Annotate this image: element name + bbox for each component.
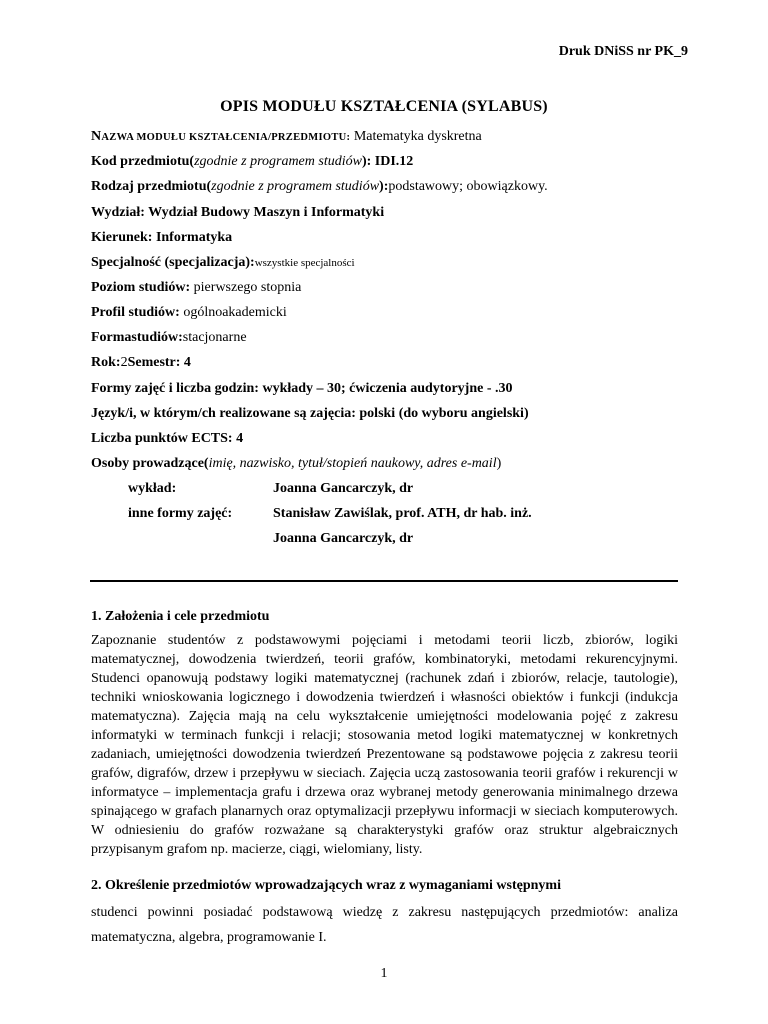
other-forms-teacher-2: Joanna Gancarczyk, dr: [273, 531, 414, 546]
study-level-line: Poziom studiów: pierwszego stopnia: [91, 280, 302, 295]
course-type-value: podstawowy; obowiązkowy.: [388, 179, 548, 194]
document-id: Druk DNiSS nr PK_9: [558, 44, 688, 59]
study-form-line: Formastudiów:stacjonarne: [91, 330, 247, 345]
course-code-value: IDI.12: [374, 154, 414, 169]
section-1-heading: 1. Założenia i cele przedmiotu: [91, 609, 270, 624]
course-type-line: Rodzaj przedmiotu(zgodnie z programem studiów):podstawowy; obowiązkowy.: [91, 179, 548, 194]
section-1-body: Zapoznanie studentów z podstawowymi pojęciami i metodami teorii liczb, zbiorów, logiki matematycznej, dowodzenia twierdzeń, teorii grafów, kombinatoryki, metodami rekurencyjnymi. Studenci opanowują podstawy logiki matematycznej (rachunek zdań i zbiorów, relacje, tautologie), techniki wnioskowania logicznego i dowodzenia twierdzeń i własności obiektów i funkcji (indukcja matematyczna). Zajęcia mają na celu wykształcenie umiejętności modelowania pojęć z zakresu informatyki w terminach funkcji i relacji; stosowania metod logiki matematycznej w konkretnych zadaniach, umiejętności dowodzenia twierdzeń Prezentowane są podstawowe pojęcia z zakresu teorii grafów, digrafów, drzew i przepływu w sieciach. Zajęcia uczą zastosowania teorii grafów i rekurencji w informatyce – implementacja grafu i drzewa oraz wybranej metody generowania minimalnego drzewa spinającego w grafach planarnych oraz optymalizacji przepływu informacji w sieciach komputerowych. W odniesieniu do grafów rozważane są charakterystyki grafów oraz struktur algebraicznych przypisanym grafom np. macierze, ciągi, wielomiany, listy.: [91, 633, 678, 857]
faculty-line: Wydział: Wydział Budowy Maszyn i Informatyki: [91, 205, 385, 220]
section-2-body: studenci powinni posiadać podstawową wiedzę z zakresu następujących przedmiotów: analiza matematyczna, algebra, programowanie I.: [91, 905, 678, 945]
page-title: OPIS MODUŁU KSZTAŁCENIA (SYLABUS): [220, 98, 548, 115]
lecture-teacher: Joanna Gancarczyk, dr: [273, 481, 414, 496]
language-line: Język/i, w którym/ch realizowane są zajęcia: polski (do wyboru angielski): [91, 406, 529, 421]
module-name-label: NAZWA MODUŁU KSZTAŁCENIA/PRZEDMIOTU:: [91, 129, 351, 144]
hours-line: Formy zajęć i liczba godzin: wykłady – 30; ćwiczenia audytoryjne - .30: [91, 381, 513, 396]
specialization-value: wszystkie specjalności: [254, 257, 355, 269]
course-code-line: Kod przedmiotu(zgodnie z programem studiów): IDI.12: [91, 154, 414, 169]
module-name-value: Matematyka dyskretna: [350, 129, 482, 144]
field-line: Kierunek: Informatyka: [91, 230, 233, 245]
other-forms-teacher-1: Stanisław Zawiślak, prof. ATH, dr hab. inż.: [273, 506, 532, 521]
other-forms-label: inne formy zajęć:: [128, 506, 233, 521]
section-2-heading: 2. Określenie przedmiotów wprowadzających wraz z wymaganiami wstępnymi: [91, 878, 561, 893]
module-name-line: [91, 128, 691, 147]
teachers-line: Osoby prowadzące(imię, nazwisko, tytuł/stopień naukowy, adres e-mail): [91, 456, 502, 471]
specialization-line: Specjalność (specjalizacja):wszystkie specjalności: [91, 255, 355, 270]
section-divider: [90, 580, 678, 582]
page-number: 1: [380, 966, 388, 981]
lecture-label: wykład:: [128, 481, 177, 496]
study-profile-line: Profil studiów: ogólnoakademicki: [91, 305, 287, 320]
year-semester-line: Rok:2Semestr: 4: [91, 355, 191, 370]
ects-line: Liczba punktów ECTS: 4: [91, 431, 244, 446]
